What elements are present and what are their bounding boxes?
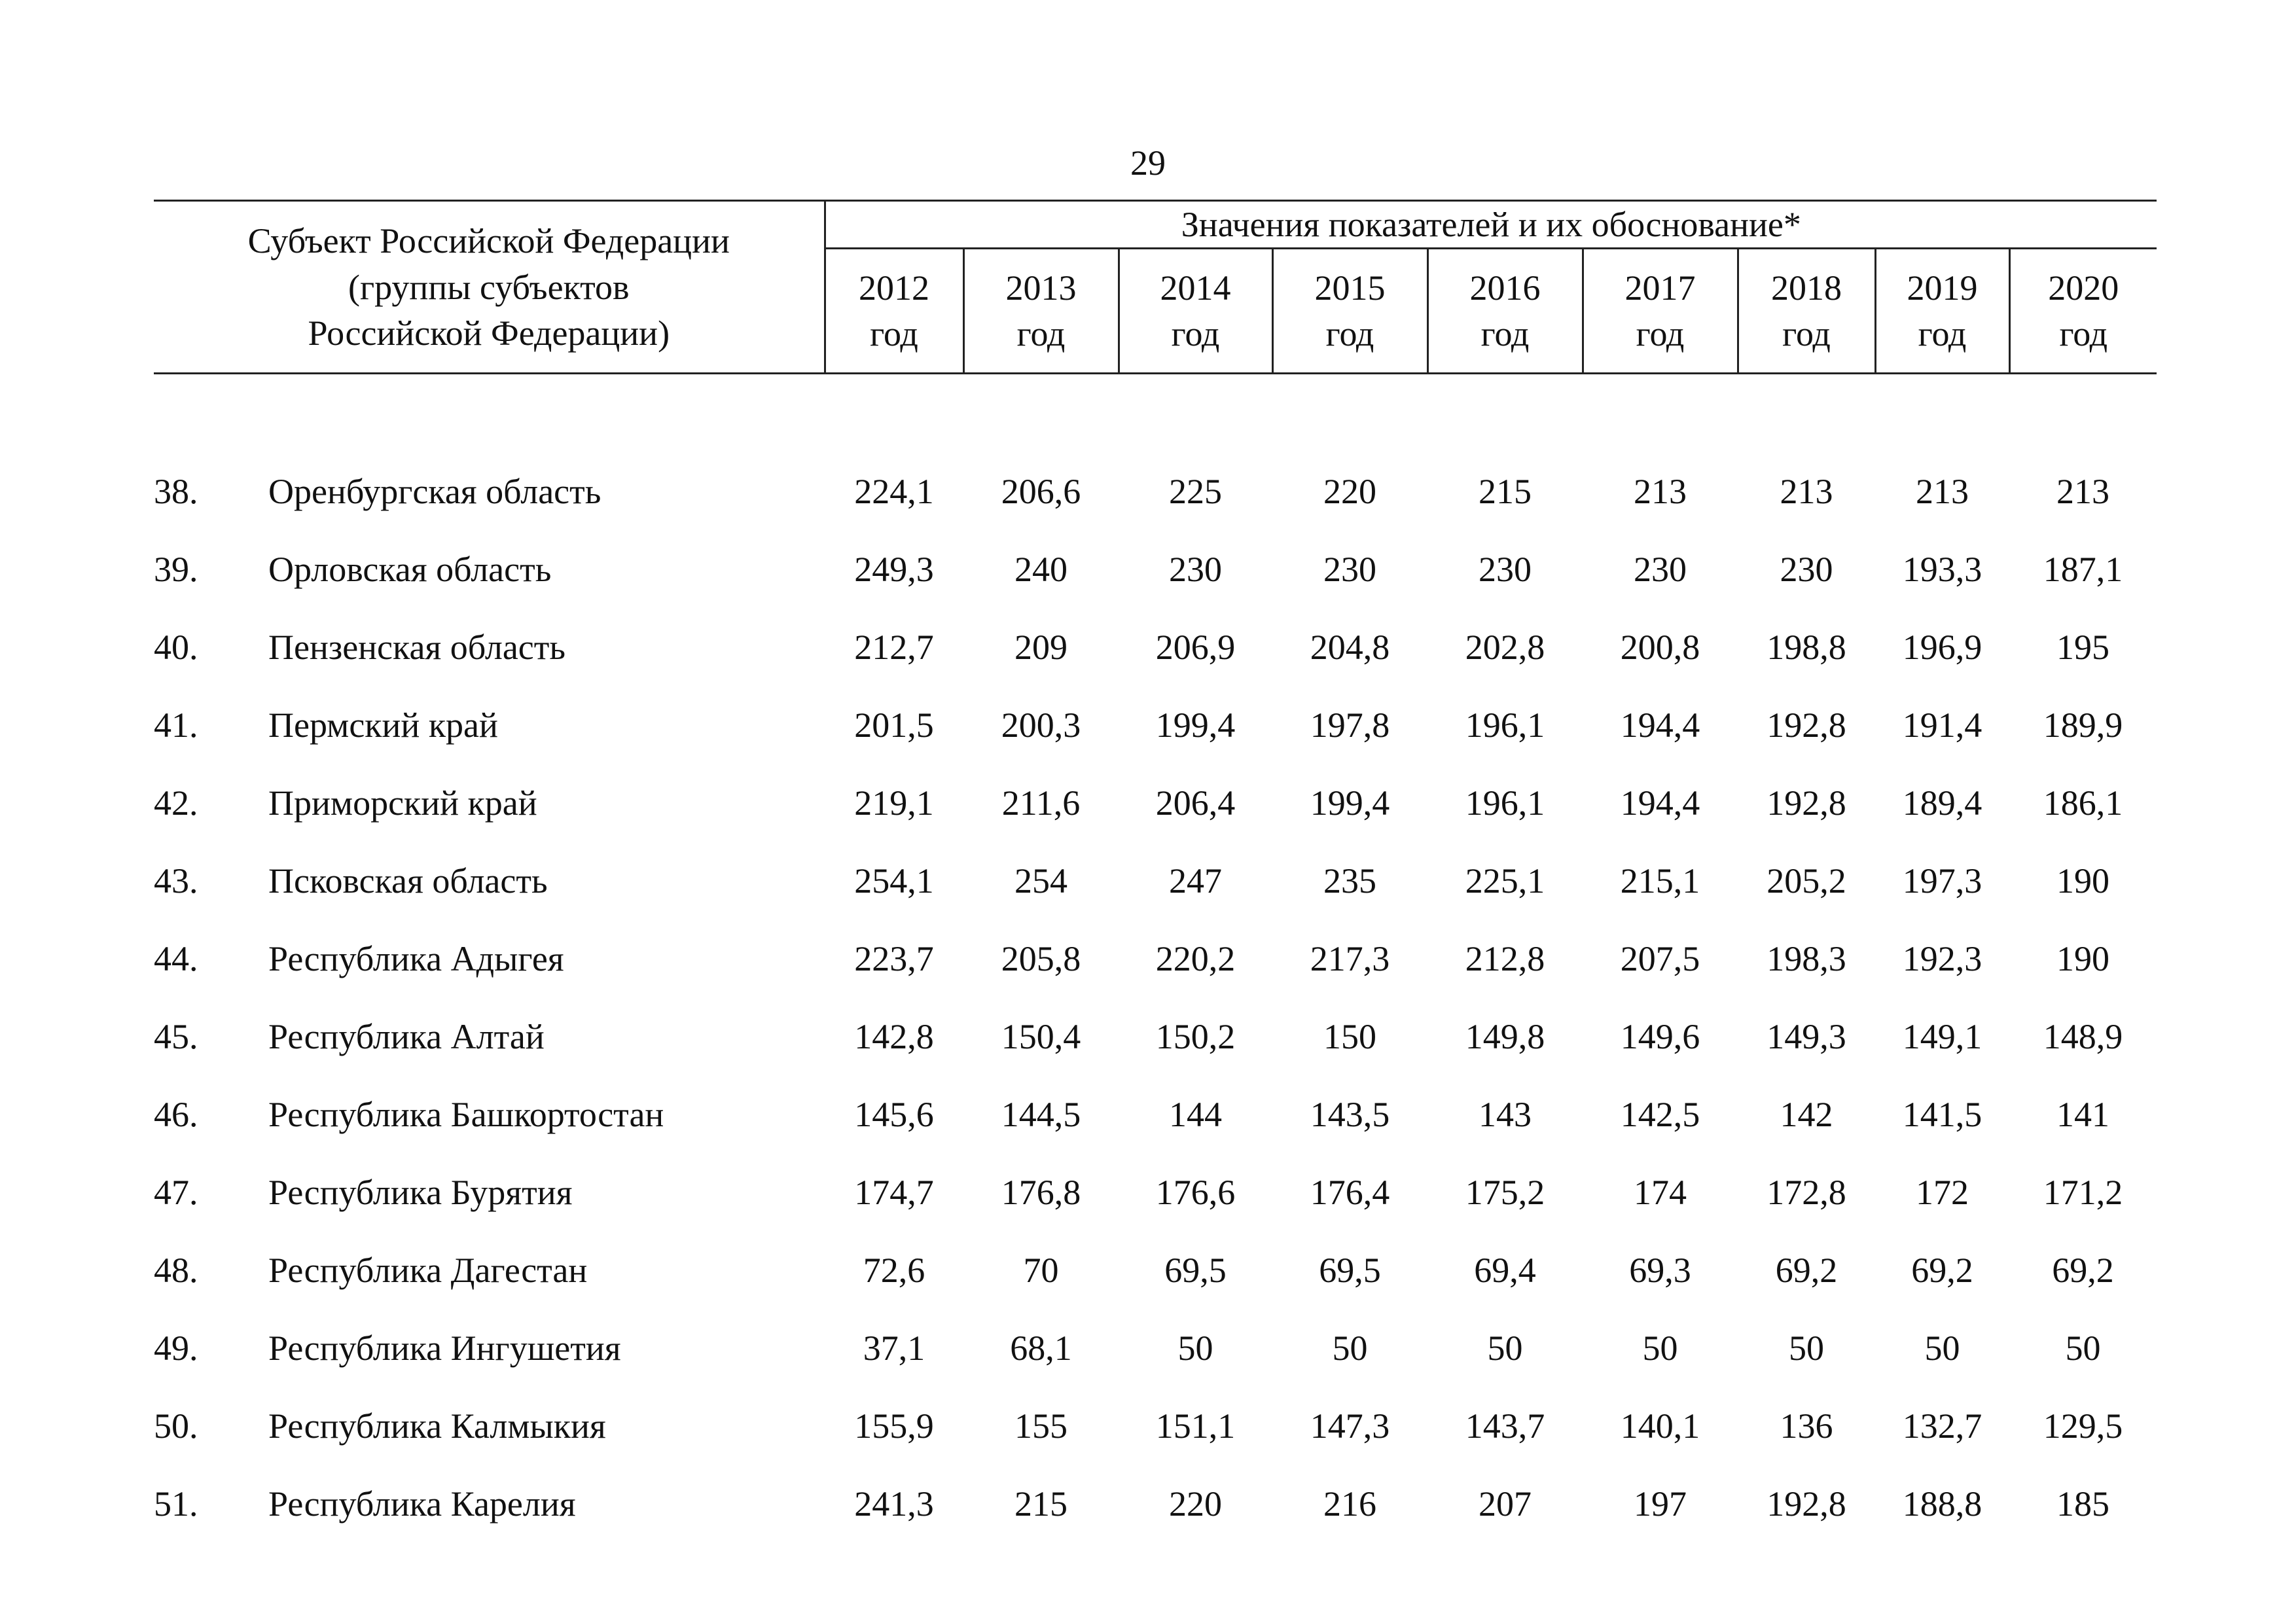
value-cell-2013: 176,8 bbox=[1001, 1172, 1081, 1212]
year-label: 2014 bbox=[1160, 268, 1231, 308]
table-row bbox=[154, 1309, 2157, 1387]
value-cell-2020: 186,1 bbox=[2043, 783, 2123, 823]
year-suffix: год bbox=[1782, 314, 1831, 354]
value-cell-2017: 197 bbox=[1634, 1484, 1687, 1524]
row-number: 41. bbox=[154, 705, 198, 745]
value-cell-2016: 143 bbox=[1479, 1094, 1532, 1134]
value-cell-2013: 240 bbox=[1014, 549, 1068, 589]
year-header-2018 bbox=[1738, 249, 1875, 374]
value-cell-2015: 69,5 bbox=[1319, 1250, 1381, 1290]
subject-name: Оренбургская область bbox=[268, 471, 601, 511]
subject-name: Орловская область bbox=[268, 549, 552, 589]
value-cell-2014: 220,2 bbox=[1155, 938, 1236, 978]
value-cell-2018: 230 bbox=[1780, 549, 1833, 589]
value-cell-2013: 70 bbox=[1023, 1250, 1059, 1290]
subject-name: Республика Бурятия bbox=[268, 1172, 573, 1212]
value-cell-2017: 215,1 bbox=[1620, 861, 1700, 901]
table-row bbox=[154, 919, 2157, 997]
value-cell-2017: 194,4 bbox=[1620, 783, 1700, 823]
value-cell-2015: 197,8 bbox=[1310, 705, 1390, 745]
value-cell-2012: 219,1 bbox=[854, 783, 934, 823]
subject-name: Республика Ингушетия bbox=[268, 1328, 621, 1368]
value-cell-2017: 200,8 bbox=[1620, 627, 1700, 667]
row-number: 51. bbox=[154, 1484, 198, 1524]
value-cell-2017: 69,3 bbox=[1629, 1250, 1691, 1290]
table-row bbox=[154, 452, 2157, 530]
value-cell-2012: 142,8 bbox=[854, 1016, 934, 1056]
subject-name: Приморский край bbox=[268, 783, 537, 823]
value-cell-2012: 155,9 bbox=[854, 1406, 934, 1446]
value-cell-2016: 149,8 bbox=[1465, 1016, 1545, 1056]
value-cell-2013: 200,3 bbox=[1001, 705, 1081, 745]
value-cell-2016: 196,1 bbox=[1465, 705, 1545, 745]
value-cell-2015: 204,8 bbox=[1310, 627, 1390, 667]
value-cell-2017: 149,6 bbox=[1620, 1016, 1700, 1056]
value-cell-2019: 50 bbox=[1924, 1328, 1960, 1368]
value-cell-2016: 50 bbox=[1487, 1328, 1523, 1368]
value-cell-2017: 140,1 bbox=[1620, 1406, 1700, 1446]
year-label: 2020 bbox=[2048, 268, 2119, 308]
value-cell-2020: 69,2 bbox=[2052, 1250, 2114, 1290]
value-cell-2020: 141 bbox=[2056, 1094, 2110, 1134]
year-label: 2012 bbox=[859, 268, 930, 308]
value-cell-2013: 215 bbox=[1014, 1484, 1068, 1524]
value-cell-2014: 247 bbox=[1169, 861, 1223, 901]
page-number: 29 bbox=[1130, 143, 1166, 183]
row-number: 38. bbox=[154, 471, 198, 511]
value-cell-2014: 220 bbox=[1169, 1484, 1223, 1524]
value-cell-2014: 199,4 bbox=[1155, 705, 1236, 745]
value-cell-2017: 50 bbox=[1642, 1328, 1678, 1368]
value-cell-2019: 191,4 bbox=[1902, 705, 1982, 745]
value-cell-2020: 187,1 bbox=[2043, 549, 2123, 589]
table-row bbox=[154, 1075, 2157, 1153]
value-cell-2017: 194,4 bbox=[1620, 705, 1700, 745]
year-suffix: год bbox=[2059, 314, 2108, 354]
row-number: 42. bbox=[154, 783, 198, 823]
value-cell-2014: 206,4 bbox=[1155, 783, 1236, 823]
value-cell-2014: 230 bbox=[1169, 549, 1223, 589]
value-cell-2019: 69,2 bbox=[1911, 1250, 1973, 1290]
value-cell-2019: 197,3 bbox=[1902, 861, 1982, 901]
value-cell-2017: 142,5 bbox=[1620, 1094, 1700, 1134]
value-cell-2013: 150,4 bbox=[1001, 1016, 1081, 1056]
value-cell-2014: 150,2 bbox=[1155, 1016, 1236, 1056]
row-number: 40. bbox=[154, 627, 198, 667]
value-cell-2014: 176,6 bbox=[1155, 1172, 1236, 1212]
year-suffix: год bbox=[1016, 314, 1066, 354]
value-cell-2019: 132,7 bbox=[1902, 1406, 1982, 1446]
subject-name: Пензенская область bbox=[268, 627, 565, 667]
value-cell-2013: 205,8 bbox=[1001, 938, 1081, 978]
year-suffix: год bbox=[1918, 314, 1967, 354]
table-row bbox=[154, 686, 2157, 764]
subject-name: Республика Карелия bbox=[268, 1484, 576, 1524]
value-cell-2015: 217,3 bbox=[1310, 938, 1390, 978]
value-cell-2014: 144 bbox=[1169, 1094, 1223, 1134]
indicator-table bbox=[154, 200, 2157, 1543]
value-cell-2015: 150 bbox=[1323, 1016, 1377, 1056]
value-cell-2018: 69,2 bbox=[1775, 1250, 1838, 1290]
value-cell-2018: 50 bbox=[1789, 1328, 1825, 1368]
value-cell-2016: 196,1 bbox=[1465, 783, 1545, 823]
value-cell-2019: 193,3 bbox=[1902, 549, 1982, 589]
table-row bbox=[154, 1387, 2157, 1465]
table-row bbox=[154, 1231, 2157, 1309]
value-cell-2018: 192,8 bbox=[1767, 783, 1846, 823]
value-cell-2018: 198,8 bbox=[1767, 627, 1846, 667]
year-suffix: год bbox=[1636, 314, 1685, 354]
year-header-2013 bbox=[963, 249, 1119, 374]
value-cell-2020: 195 bbox=[2056, 627, 2110, 667]
value-cell-2018: 205,2 bbox=[1767, 861, 1846, 901]
value-cell-2018: 192,8 bbox=[1767, 705, 1846, 745]
value-cell-2019: 149,1 bbox=[1902, 1016, 1982, 1056]
value-cell-2014: 151,1 bbox=[1155, 1406, 1236, 1446]
value-cell-2016: 175,2 bbox=[1465, 1172, 1545, 1212]
value-cell-2014: 50 bbox=[1177, 1328, 1213, 1368]
value-cell-2020: 185 bbox=[2056, 1484, 2110, 1524]
subject-name: Республика Дагестан bbox=[268, 1250, 588, 1290]
value-cell-2020: 189,9 bbox=[2043, 705, 2123, 745]
value-cell-2015: 220 bbox=[1323, 471, 1377, 511]
value-cell-2019: 213 bbox=[1916, 471, 1969, 511]
table-row bbox=[154, 997, 2157, 1075]
subject-name: Республика Башкортостан bbox=[268, 1094, 664, 1134]
value-cell-2019: 188,8 bbox=[1902, 1484, 1982, 1524]
year-header-2017 bbox=[1583, 249, 1738, 374]
value-cell-2019: 172 bbox=[1916, 1172, 1969, 1212]
row-number: 46. bbox=[154, 1094, 198, 1134]
value-cell-2012: 37,1 bbox=[863, 1328, 925, 1368]
year-suffix: год bbox=[1325, 314, 1374, 354]
value-cell-2012: 254,1 bbox=[854, 861, 934, 901]
year-header-2016 bbox=[1427, 249, 1583, 374]
value-cell-2016: 143,7 bbox=[1465, 1406, 1545, 1446]
value-cell-2018: 136 bbox=[1780, 1406, 1833, 1446]
table-body bbox=[154, 374, 2157, 1543]
value-cell-2018: 213 bbox=[1780, 471, 1833, 511]
table-row bbox=[154, 608, 2157, 686]
subject-header-line: (группы субъектов bbox=[348, 267, 630, 307]
value-cell-2012: 224,1 bbox=[854, 471, 934, 511]
year-label: 2016 bbox=[1469, 268, 1541, 308]
values-column-header: Значения показателей и их обоснование* bbox=[825, 201, 2157, 249]
value-cell-2016: 225,1 bbox=[1465, 861, 1545, 901]
subject-name: Псковская область bbox=[268, 861, 548, 901]
value-cell-2013: 155 bbox=[1014, 1406, 1068, 1446]
value-cell-2018: 149,3 bbox=[1767, 1016, 1846, 1056]
value-cell-2015: 176,4 bbox=[1310, 1172, 1390, 1212]
value-cell-2012: 223,7 bbox=[854, 938, 934, 978]
year-header-2020 bbox=[2009, 249, 2157, 374]
year-label: 2019 bbox=[1907, 268, 1978, 308]
value-cell-2015: 50 bbox=[1332, 1328, 1368, 1368]
value-cell-2012: 72,6 bbox=[863, 1250, 925, 1290]
table-row bbox=[154, 1465, 2157, 1543]
value-cell-2017: 230 bbox=[1634, 549, 1687, 589]
table-row bbox=[154, 764, 2157, 842]
year-suffix: год bbox=[1171, 314, 1220, 354]
value-cell-2012: 249,3 bbox=[854, 549, 934, 589]
subject-name: Республика Алтай bbox=[268, 1016, 545, 1056]
value-cell-2016: 215 bbox=[1479, 471, 1532, 511]
value-cell-2019: 192,3 bbox=[1902, 938, 1982, 978]
subject-name: Республика Адыгея bbox=[268, 938, 564, 978]
subject-column-header bbox=[154, 201, 825, 374]
value-cell-2013: 254 bbox=[1014, 861, 1068, 901]
value-cell-2018: 192,8 bbox=[1767, 1484, 1846, 1524]
value-cell-2015: 230 bbox=[1323, 549, 1377, 589]
header-row-top bbox=[154, 201, 2157, 249]
year-label: 2017 bbox=[1624, 268, 1696, 308]
table-row bbox=[154, 530, 2157, 608]
value-cell-2018: 172,8 bbox=[1767, 1172, 1846, 1212]
subject-header-line: Российской Федерации) bbox=[308, 313, 670, 353]
row-number: 43. bbox=[154, 861, 198, 901]
value-cell-2018: 198,3 bbox=[1767, 938, 1846, 978]
row-number: 44. bbox=[154, 938, 198, 978]
value-cell-2020: 190 bbox=[2056, 938, 2110, 978]
value-cell-2019: 196,9 bbox=[1902, 627, 1982, 667]
year-header-2019 bbox=[1875, 249, 2009, 374]
row-number: 50. bbox=[154, 1406, 198, 1446]
value-cell-2016: 69,4 bbox=[1474, 1250, 1536, 1290]
value-cell-2015: 199,4 bbox=[1310, 783, 1390, 823]
row-number: 49. bbox=[154, 1328, 198, 1368]
value-cell-2015: 147,3 bbox=[1310, 1406, 1390, 1446]
value-cell-2018: 142 bbox=[1780, 1094, 1833, 1134]
year-header-2015 bbox=[1272, 249, 1427, 374]
value-cell-2020: 190 bbox=[2056, 861, 2110, 901]
value-cell-2013: 211,6 bbox=[1001, 783, 1081, 823]
value-cell-2017: 213 bbox=[1634, 471, 1687, 511]
value-cell-2015: 235 bbox=[1323, 861, 1377, 901]
row-number: 47. bbox=[154, 1172, 198, 1212]
table-row bbox=[154, 1153, 2157, 1231]
year-header-2014 bbox=[1119, 249, 1272, 374]
spacer-row bbox=[154, 374, 2157, 453]
value-cell-2012: 174,7 bbox=[854, 1172, 934, 1212]
year-suffix: год bbox=[1480, 314, 1530, 354]
value-cell-2019: 189,4 bbox=[1902, 783, 1982, 823]
year-label: 2015 bbox=[1314, 268, 1386, 308]
value-cell-2014: 206,9 bbox=[1155, 627, 1236, 667]
value-cell-2020: 50 bbox=[2065, 1328, 2101, 1368]
subject-header-line: Субъект Российской Федерации bbox=[247, 221, 730, 261]
value-cell-2017: 207,5 bbox=[1620, 938, 1700, 978]
value-cell-2014: 225 bbox=[1169, 471, 1223, 511]
table-row bbox=[154, 842, 2157, 919]
value-cell-2013: 206,6 bbox=[1001, 471, 1081, 511]
value-cell-2015: 143,5 bbox=[1310, 1094, 1390, 1134]
value-cell-2016: 230 bbox=[1479, 549, 1532, 589]
value-cell-2013: 209 bbox=[1014, 627, 1068, 667]
subject-name: Пермский край bbox=[268, 705, 498, 745]
value-cell-2020: 148,9 bbox=[2043, 1016, 2123, 1056]
value-cell-2012: 212,7 bbox=[854, 627, 934, 667]
value-cell-2020: 129,5 bbox=[2043, 1406, 2123, 1446]
value-cell-2015: 216 bbox=[1323, 1484, 1377, 1524]
row-number: 39. bbox=[154, 549, 198, 589]
value-cell-2013: 144,5 bbox=[1001, 1094, 1081, 1134]
row-number: 45. bbox=[154, 1016, 198, 1056]
subject-name: Республика Калмыкия bbox=[268, 1406, 606, 1446]
value-cell-2014: 69,5 bbox=[1164, 1250, 1227, 1290]
value-cell-2012: 241,3 bbox=[854, 1484, 934, 1524]
value-cell-2016: 212,8 bbox=[1465, 938, 1545, 978]
value-cell-2013: 68,1 bbox=[1010, 1328, 1072, 1368]
value-cell-2012: 145,6 bbox=[854, 1094, 934, 1134]
value-cell-2016: 207 bbox=[1479, 1484, 1532, 1524]
row-number: 48. bbox=[154, 1250, 198, 1290]
value-cell-2020: 171,2 bbox=[2043, 1172, 2123, 1212]
value-cell-2019: 141,5 bbox=[1902, 1094, 1982, 1134]
value-cell-2012: 201,5 bbox=[854, 705, 934, 745]
year-label: 2018 bbox=[1771, 268, 1842, 308]
value-cell-2016: 202,8 bbox=[1465, 627, 1545, 667]
value-cell-2017: 174 bbox=[1634, 1172, 1687, 1212]
year-header-2012 bbox=[825, 249, 963, 374]
year-suffix: год bbox=[870, 314, 918, 354]
year-label: 2013 bbox=[1005, 268, 1077, 308]
value-cell-2020: 213 bbox=[2056, 471, 2110, 511]
